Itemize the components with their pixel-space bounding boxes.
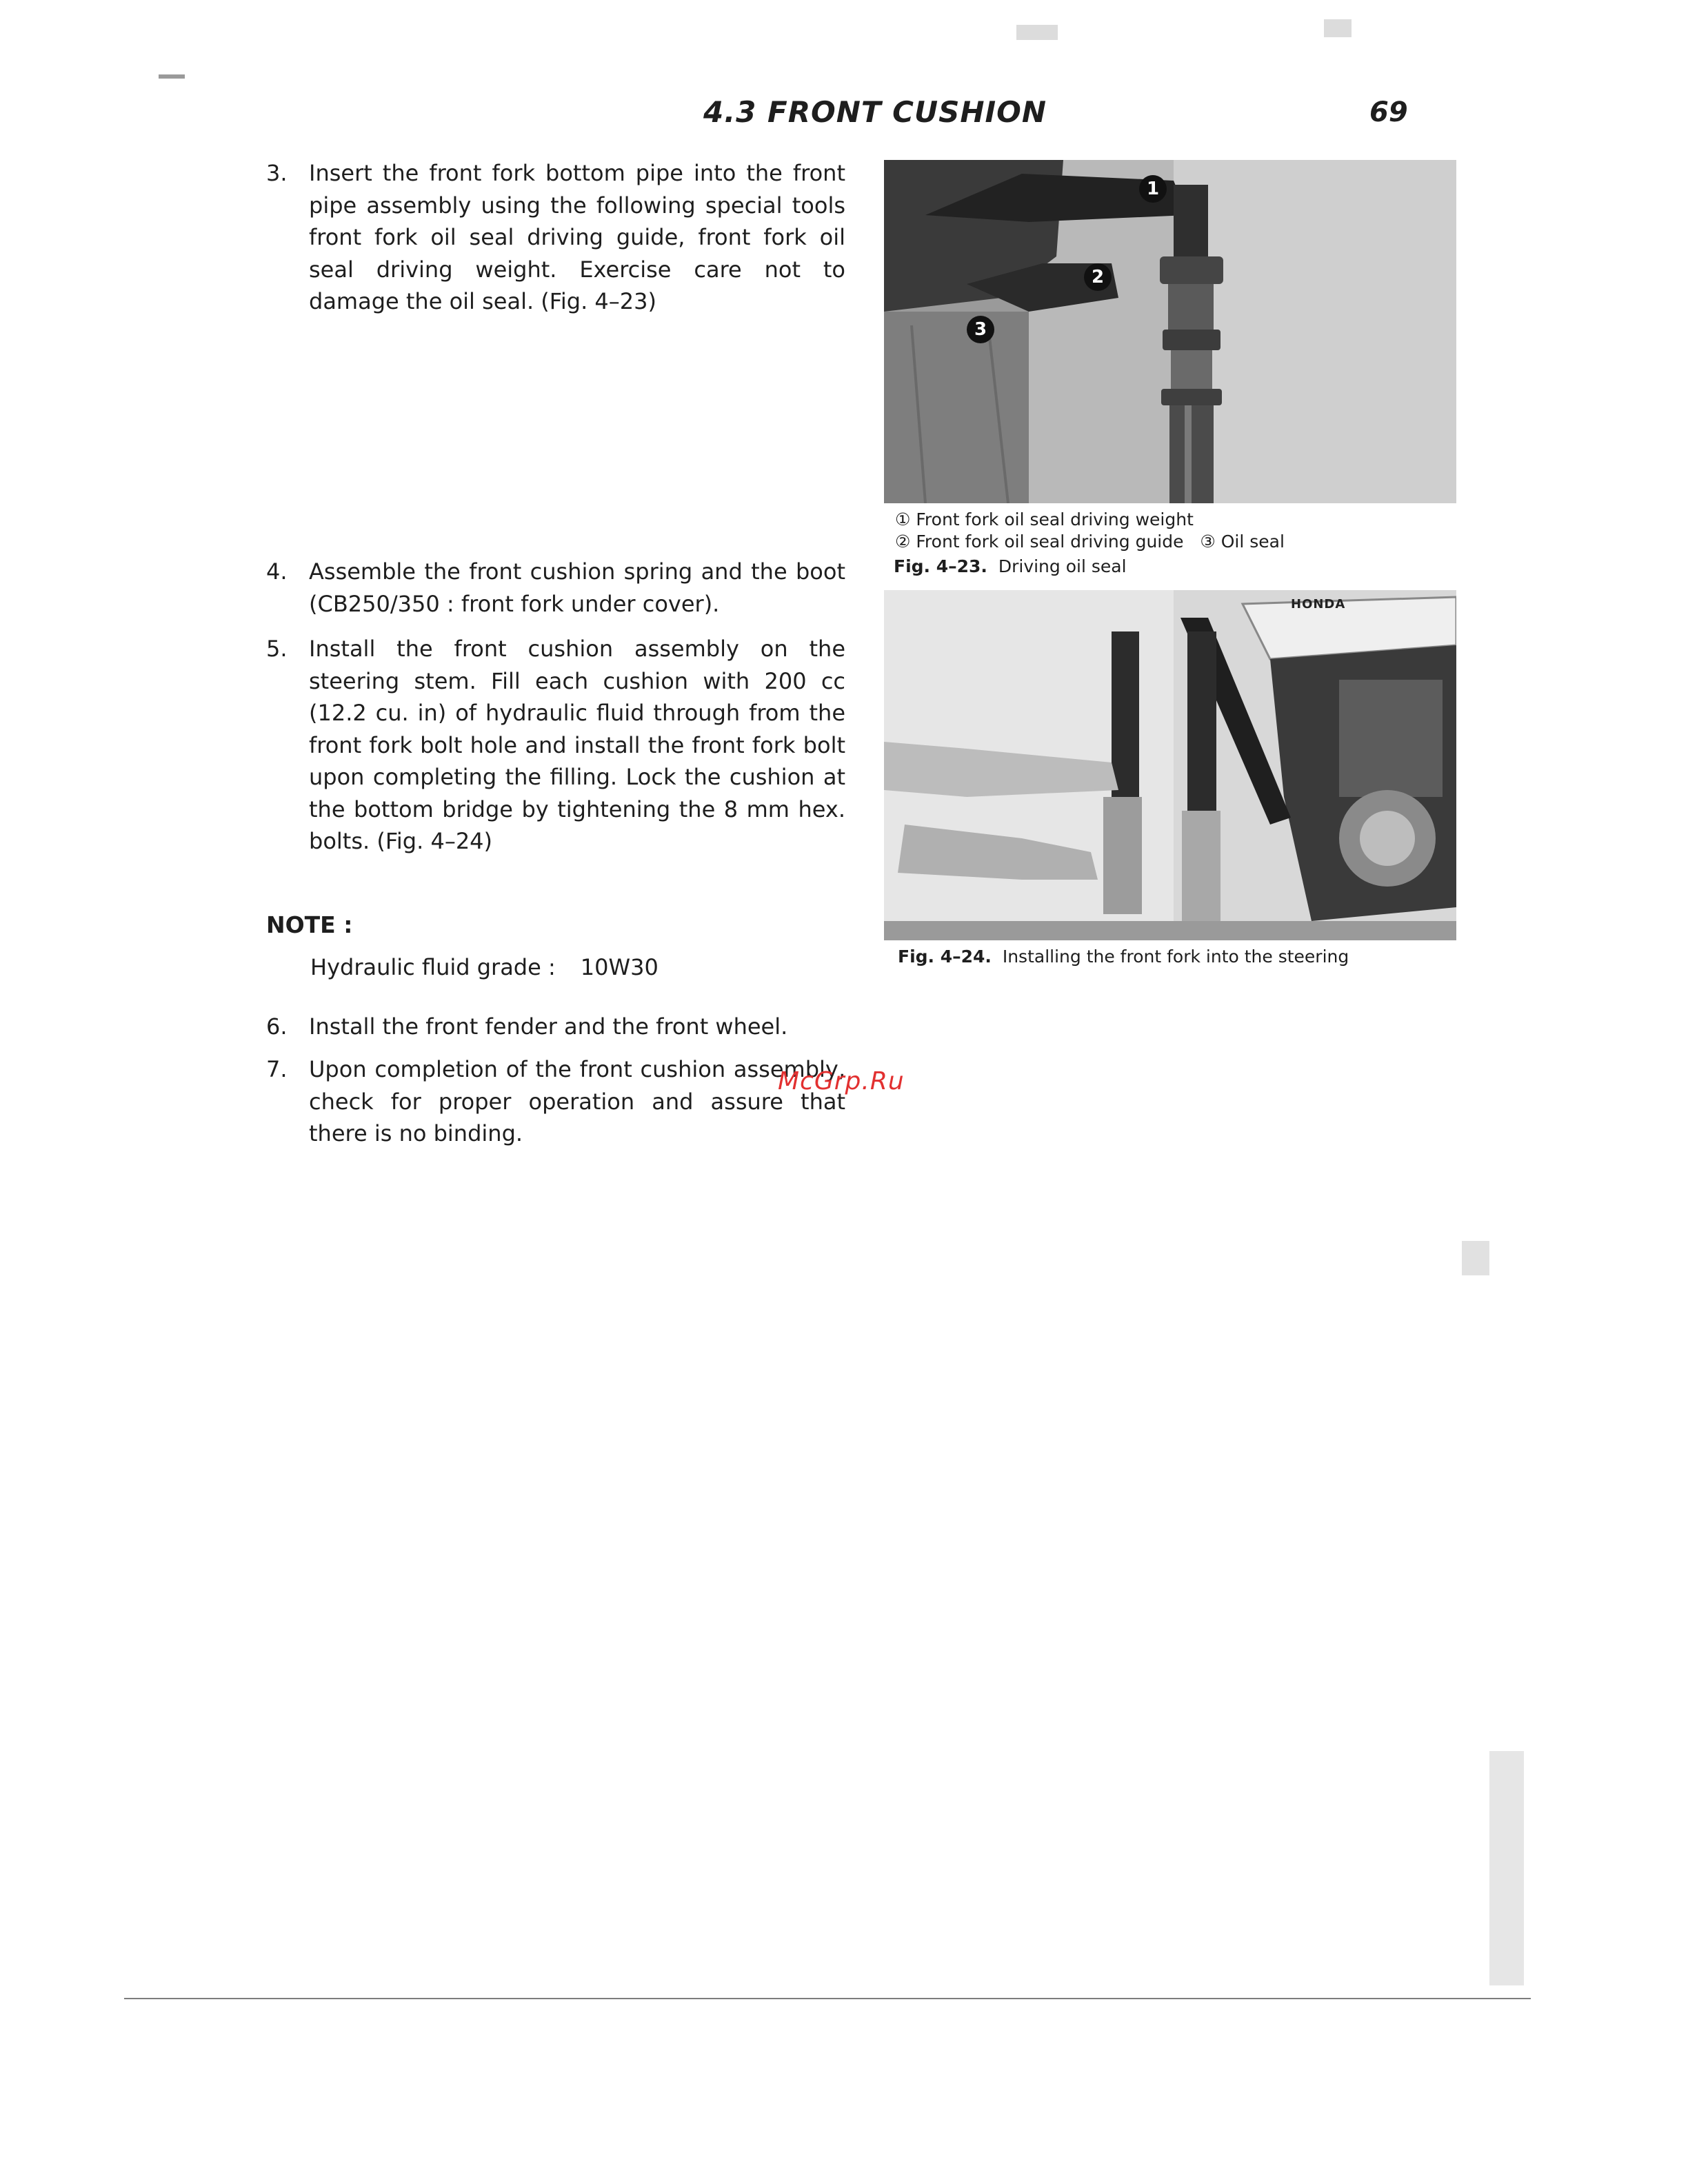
step-number: 6. — [266, 1013, 288, 1040]
fig-caption-text: Driving oil seal — [998, 556, 1127, 576]
legend-item-oil-seal: ③ Oil seal — [1200, 532, 1285, 552]
fig-4-24-photo — [884, 590, 1456, 940]
fig-4-24-caption — [898, 946, 1349, 968]
step-text: Upon completion of the front cushion assembly, check for proper operation and assure that there is no binding. — [309, 1056, 845, 1146]
step-number: 3. — [266, 160, 288, 186]
honda-tank-logo: HONDA — [1291, 597, 1346, 611]
step-7 — [266, 1053, 845, 1150]
fig-caption-text: Installing the front fork into the steering — [1002, 947, 1349, 967]
legend-item-guide: ② Front fork oil seal driving guide — [895, 532, 1184, 552]
step-number: 4. — [266, 558, 288, 585]
note-label: NOTE : — [266, 911, 353, 938]
step-text: Insert the front fork bottom pipe into the front pipe assembly using the following special tools front fork oil seal driving guide, front fork oil seal driving weight. Exercise care not to damage the oil seal. (Fig. 4–23) — [309, 160, 845, 314]
callout-3: 3 — [967, 316, 994, 343]
page-number: 69 — [1369, 97, 1408, 128]
step-5 — [266, 633, 845, 858]
step-text: Install the front cushion assembly on the steering stem. Fill each cushion with 200 cc (12.2 cu. in) of hydraulic fluid through from the front fork bolt hole and install the front fork bolt upon completing the filling. Lock the cushion at the bottom bridge by tightening the 8 mm hex. bolts. (Fig. 4–24) — [309, 636, 845, 854]
callout-2: 2 — [1084, 263, 1112, 291]
step-4 — [266, 556, 845, 620]
note-line — [310, 954, 659, 980]
bottom-rule — [124, 1998, 1531, 1999]
fig-label: Fig. 4–23. — [894, 556, 987, 576]
step-number: 5. — [266, 636, 288, 662]
fig-4-23-photo — [884, 160, 1456, 503]
scan-speck — [1462, 1241, 1489, 1275]
watermark: McGrp.Ru — [778, 1067, 905, 1095]
step-number: 7. — [266, 1056, 288, 1082]
callout-1: 1 — [1139, 175, 1167, 203]
fig-4-23-legend-2 — [895, 531, 1285, 553]
step-6 — [266, 1011, 845, 1043]
step-3 — [266, 157, 845, 318]
section-title: 4.3 FRONT CUSHION — [703, 95, 1047, 129]
scan-speck — [159, 74, 185, 79]
step-text: Install the front fender and the front wheel. — [309, 1013, 788, 1040]
scan-speck — [1489, 1751, 1524, 1985]
note-value: 10W30 — [580, 954, 659, 980]
fig-label: Fig. 4–24. — [898, 947, 992, 967]
step-text: Assemble the front cushion spring and the boot (CB250/350 : front fork under cover). — [309, 558, 845, 617]
fig-4-23-legend-1: ① Front fork oil seal driving weight — [895, 509, 1194, 529]
scan-speck — [1016, 25, 1058, 40]
note-item: Hydraulic fluid grade : — [310, 954, 556, 980]
fork-install-photo-illustration — [884, 590, 1456, 940]
fig-4-23-caption — [894, 556, 1127, 578]
scan-speck — [1324, 19, 1352, 37]
